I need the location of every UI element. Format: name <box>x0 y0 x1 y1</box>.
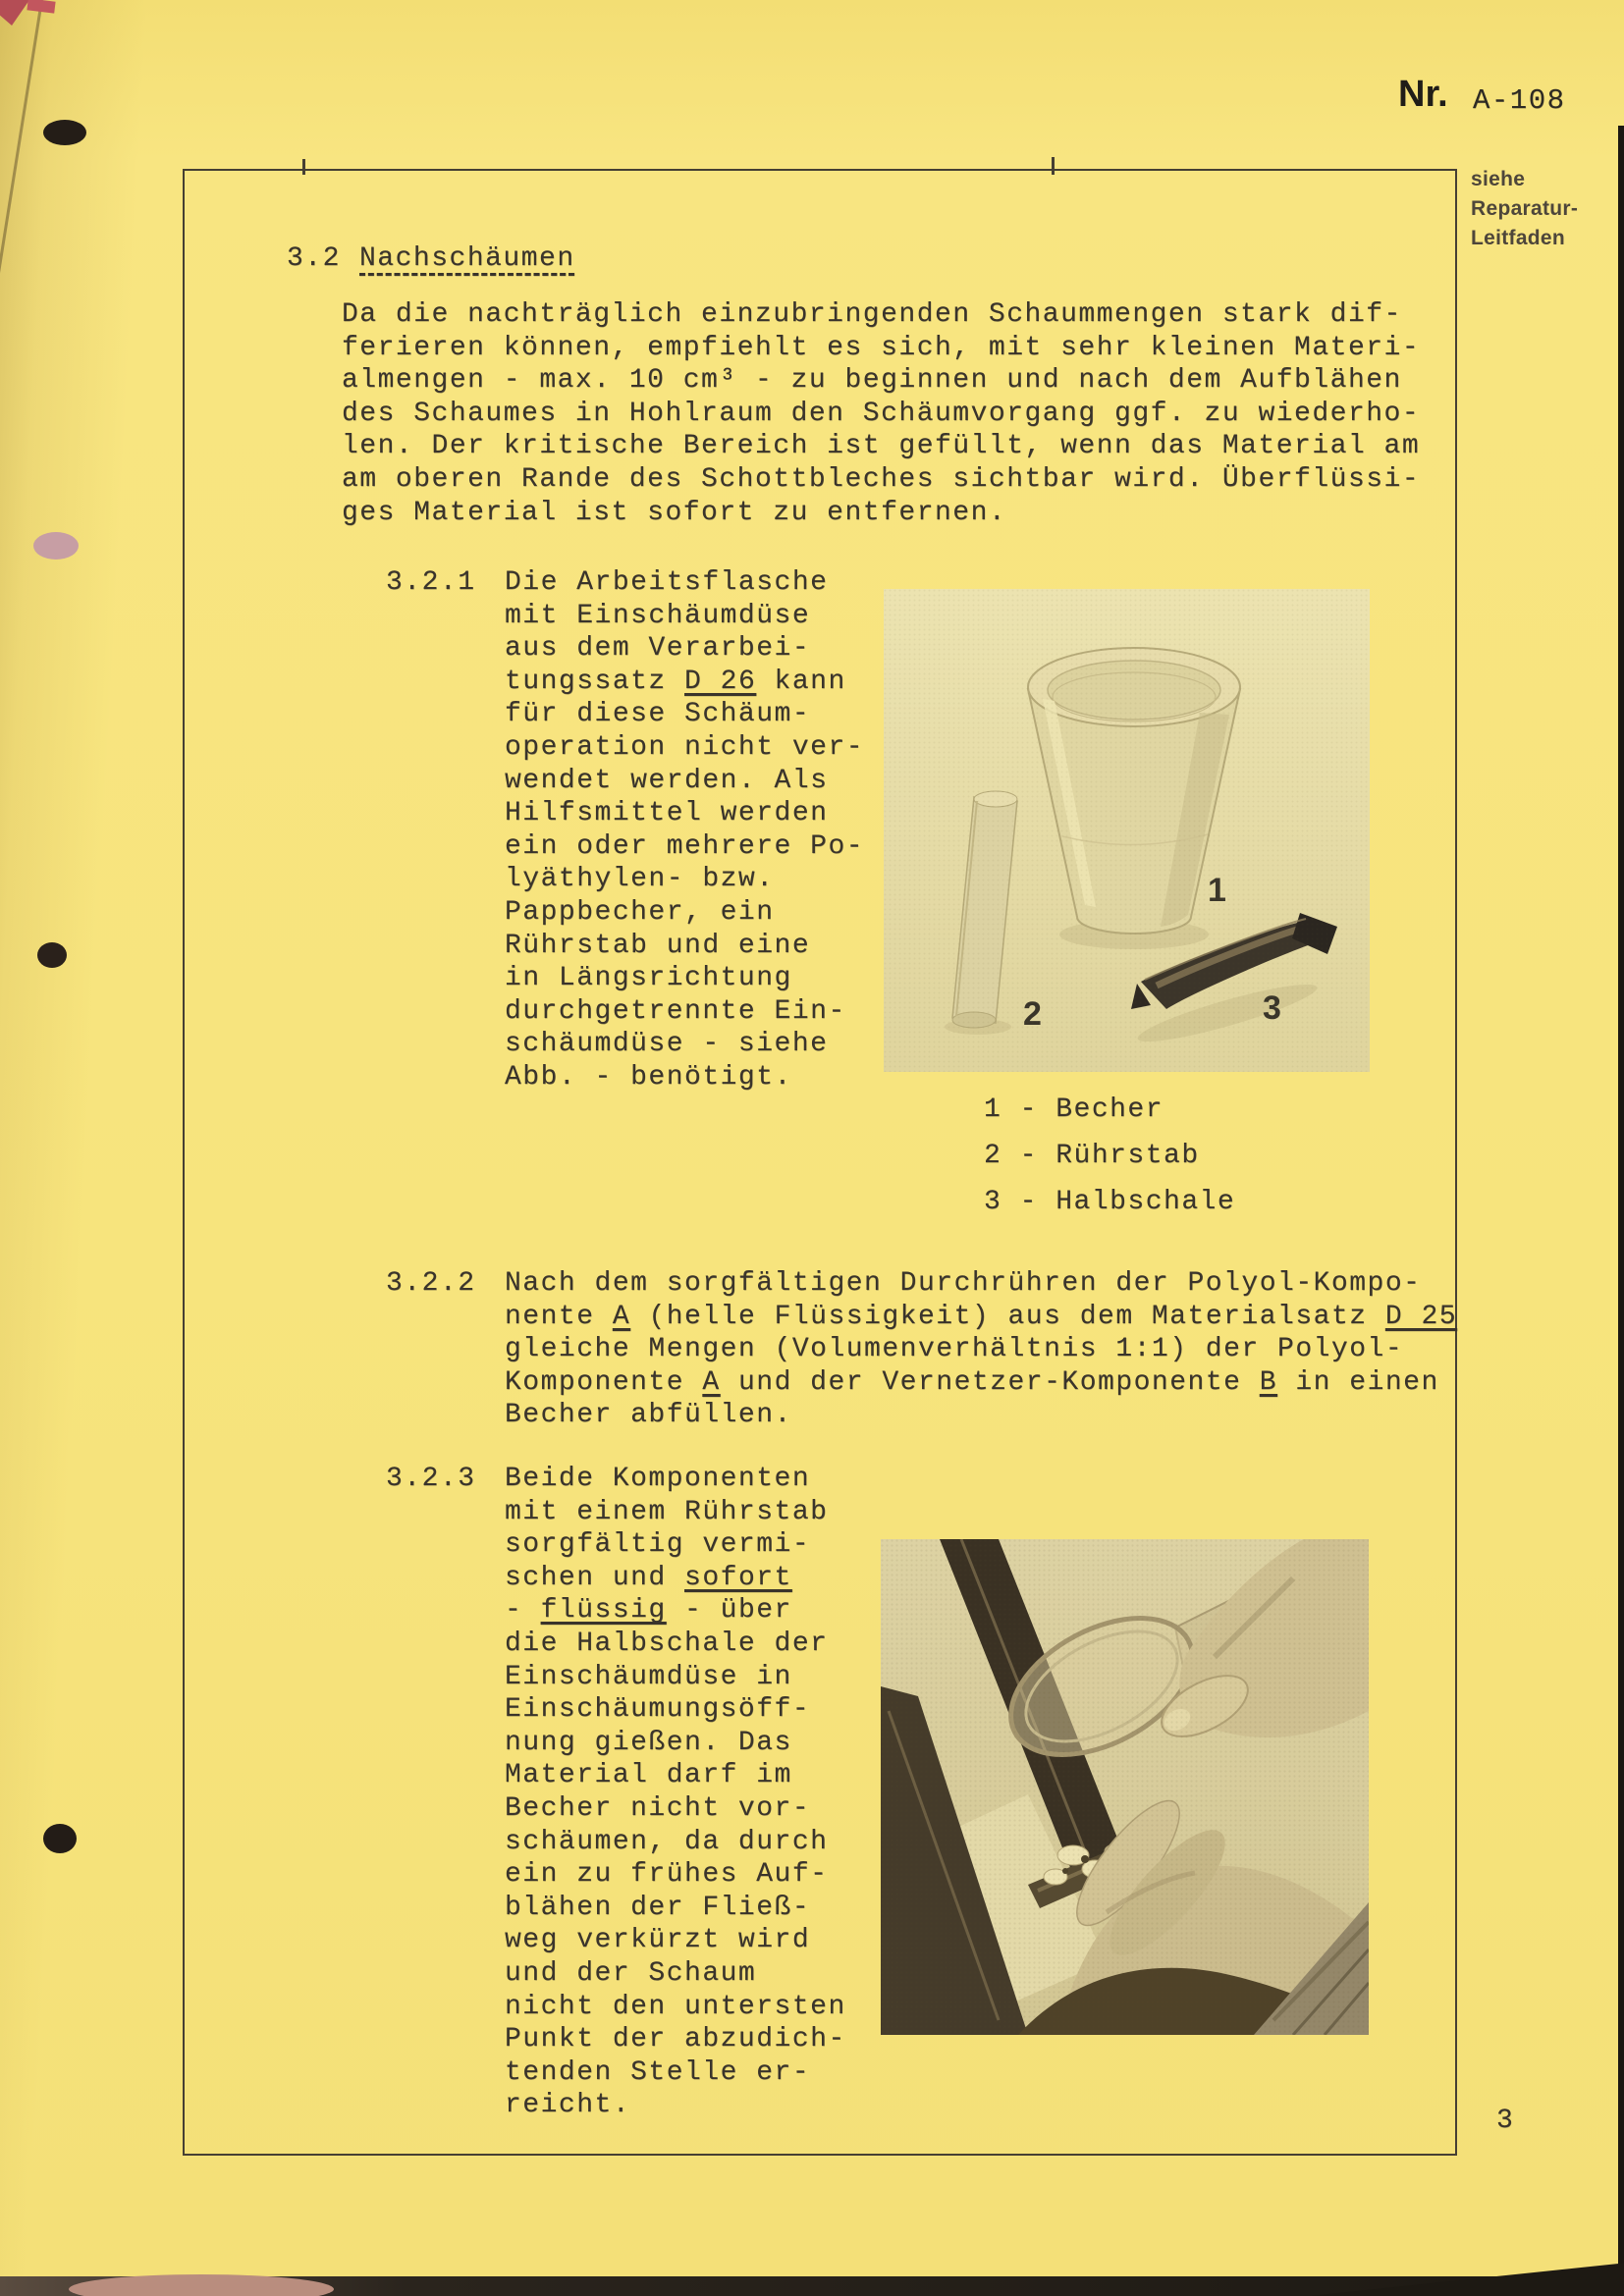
subsection-text-323: Beide Komponenten mit einem Rührstab sorgfältig vermi- schen und sofort - flüssig - über die Halbschale der Einschäumdüse in Einschäumungsöff- nung gießen. Das Material darf im Becher nicht vor- schäumen, da durch ein zu frühes Auf- blähen der Fließ- weg verkürzt wird und der Schaum nicht den untersten Punkt der abzudich- tenden Stelle er- reicht. <box>505 1464 846 2121</box>
section-intro-paragraph: Da die nachträglich einzubringenden Schaummengen stark dif- ferieren können, empfiehlt es sich, mit sehr kleinen Materi- almengen - max. 10 cm³ - zu beginnen und nach dem Aufblähen des Schaumes in Hohlraum den Schäumvorgang ggf. zu wiederho- len. Der kritische Bereich ist gefüllt, wenn das Material am am oberen Rande des Schottbleches sichtbar wird. Überflüssi- ges Material ist sofort zu entfernen. <box>342 299 1421 528</box>
punch-hole <box>37 942 67 968</box>
subsection-text-321: Die Arbeitsflasche mit Einschäumdüse aus dem Verarbei- tungssatz D 26 kann für diese Schäum- operation nicht ver- wendet werden. Als Hilfsmittel werden ein oder mehrere Po- lyäthylen- bzw. Pappbecher, ein Rührstab und eine in Längsrichtung durchgetrennte Ein- schäumdüse - siehe Abb. - benötigt. <box>505 567 865 1093</box>
page-number: 3 <box>1496 2106 1515 2136</box>
scan-corner-mark <box>27 0 55 14</box>
doc-number-value: A-108 <box>1473 84 1566 117</box>
scan-edge-shadow <box>1618 126 1624 2296</box>
margin-note-line: siehe <box>1471 168 1526 190</box>
halftone-overlay <box>881 1539 1369 2035</box>
scan-corner-mark <box>0 0 29 26</box>
scan-edge-line <box>0 0 44 295</box>
halftone-overlay <box>884 589 1370 1072</box>
margin-note <box>1471 165 1578 253</box>
section-title: Nachschäumen <box>359 243 575 274</box>
finger-artifact <box>69 2274 334 2296</box>
subsection-number-322: 3.2.2 <box>386 1268 476 1299</box>
punch-hole <box>43 1824 77 1853</box>
subsection-number-323: 3.2.3 <box>386 1464 476 1494</box>
subsection-text-322: Nach dem sorgfältigen Durchrühren der Polyol-Kompo- nente A (helle Flüssigkeit) aus dem Materialsatz D 25 gleiche Mengen (Volumenverhältnis 1:1) der Polyol- Komponente A und der Vernetzer-Komponente B in einen Becher abfüllen. <box>505 1268 1458 1431</box>
photo-foaming-tools <box>884 589 1370 1072</box>
section-number: 3.2 <box>287 243 341 274</box>
doc-number-label: Nr. <box>1398 74 1448 115</box>
subsection-number-321: 3.2.1 <box>386 567 476 598</box>
registration-tick <box>302 159 305 175</box>
punch-hole <box>43 120 86 145</box>
registration-tick <box>1052 157 1055 175</box>
margin-note-line: Reparatur- <box>1471 197 1579 220</box>
punch-hole <box>33 532 79 560</box>
margin-note-line: Leitfaden <box>1471 227 1566 249</box>
figure1-caption-list: 1 - Becher 2 - Rührstab 3 - Halbschale <box>984 1095 1236 1217</box>
photo-pouring-components <box>881 1539 1369 2035</box>
